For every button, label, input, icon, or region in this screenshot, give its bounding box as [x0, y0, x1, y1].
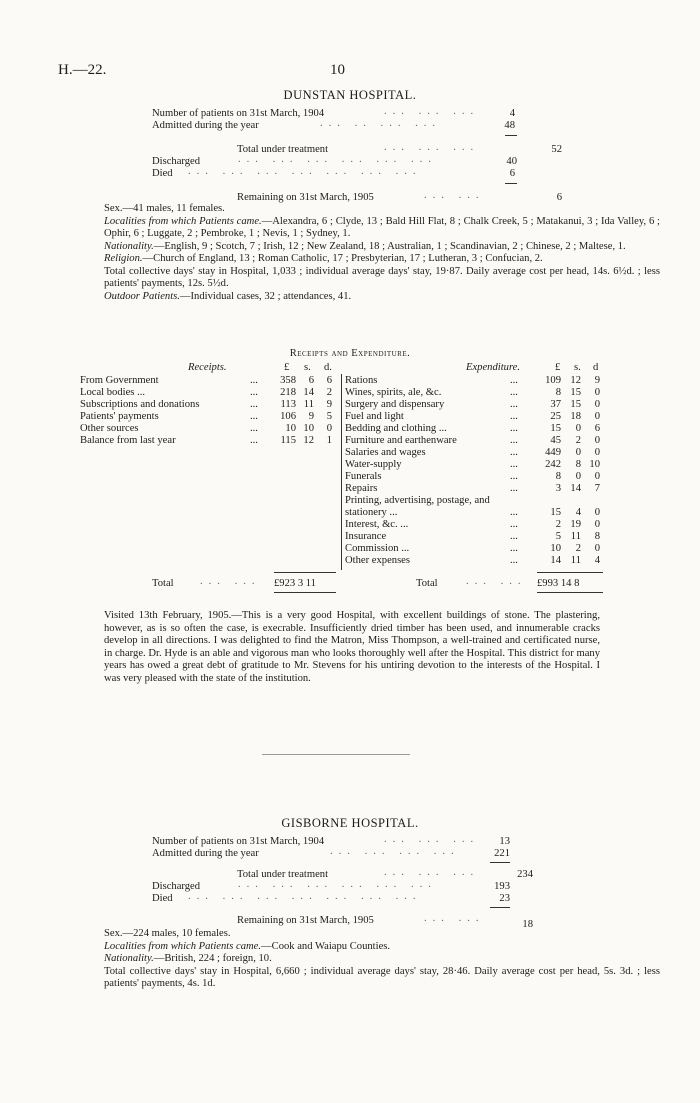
- expenditure-row-shillings: 8: [575, 459, 581, 470]
- receipts-row-pounds: 113: [280, 399, 296, 410]
- expenditure-row-shillings: 14: [570, 483, 581, 494]
- expenditure-row-label: Fuel and light: [345, 411, 404, 422]
- leader-dots: ... ... ... ... ... ... ...: [188, 166, 422, 177]
- receipts-row-pence: 9: [326, 399, 332, 410]
- receipts-heading: Receipts.: [188, 362, 227, 373]
- expenditure-row-shillings: 11: [570, 531, 581, 542]
- expenditure-row-label: Insurance: [345, 531, 387, 542]
- expenditure-row-pence: 0: [594, 471, 600, 482]
- expenditure-row-pounds: 25: [550, 411, 561, 422]
- expenditure-row-shillings: 19: [570, 519, 581, 530]
- expenditure-row-label: Wines, spirits, ale, &c.: [345, 387, 442, 398]
- receipts-total: £923 3 11: [274, 578, 316, 589]
- dunstan-remaining-value: 6: [556, 192, 562, 203]
- expenditure-row-label: Other expenses: [345, 555, 411, 566]
- leader-dots: ... ...: [466, 576, 527, 587]
- expenditure-total-label: Total: [416, 578, 438, 589]
- leader-dots: ... ... ... ... ... ... ...: [188, 891, 422, 902]
- dunstan-religion-lead: Religion.: [104, 253, 143, 264]
- expenditure-row-shillings: 0: [575, 471, 581, 482]
- expenditure-row-label: Repairs: [345, 483, 378, 494]
- dunstan-died-label: Died: [152, 168, 173, 179]
- leader-dots: ...: [510, 543, 518, 554]
- gisborne-stat-value: 13: [499, 836, 510, 847]
- receipts-row-shillings: 11: [303, 399, 314, 410]
- leader-dots: ...: [510, 411, 518, 422]
- receipts-shillings-head: s.: [304, 362, 311, 373]
- dunstan-nationality-lead: Nationality.: [104, 240, 154, 252]
- expenditure-row-pence: 9: [594, 375, 600, 386]
- expenditure-row-pence: 0: [594, 411, 600, 422]
- expenditure-shillings-head: s.: [574, 362, 581, 373]
- receipts-pence-head: d.: [324, 362, 332, 373]
- gisborne-remaining-label: Remaining on 31st March, 1905: [237, 915, 374, 926]
- leader-dots: ... ... ... ... ... ...: [238, 154, 437, 165]
- receipts-row-shillings: 10: [303, 423, 314, 434]
- expenditure-pounds-head: £: [555, 362, 561, 373]
- expenditure-row-shillings: 4: [575, 507, 581, 518]
- dunstan-discharged-value: 40: [506, 156, 517, 167]
- expenditure-row-pence: 0: [594, 387, 600, 398]
- dunstan-stat-label: Admitted during the year: [152, 120, 259, 131]
- rule: [505, 183, 517, 184]
- dunstan-total-value: 52: [551, 144, 562, 155]
- rule: [490, 907, 510, 908]
- rule: [490, 862, 510, 863]
- gisborne-localities-lead: Localities from which Patients came.: [104, 940, 262, 952]
- expenditure-row-pounds: 449: [545, 447, 561, 458]
- expenditure-row-pence: 10: [589, 459, 600, 470]
- rule: [274, 572, 336, 573]
- dunstan-outdoor: —Individual cases, 32 ; attendances, 41.: [179, 290, 352, 302]
- expenditure-row-pence: 0: [594, 447, 600, 458]
- leader-dots: ...: [250, 423, 258, 434]
- gisborne-nationality-lead: Nationality.: [104, 953, 154, 964]
- receipts-row-pence: 1: [326, 435, 332, 446]
- leader-dots: ...: [510, 555, 518, 566]
- receipts-row-shillings: 9: [308, 411, 314, 422]
- dunstan-stay: Total collective days' stay in Hospital, 1,033 ; individual average days' stay, 19·87. Daily average cost per head, 14s. 6½d. ; less patients' payments, 12s. 5½d.: [104, 265, 660, 289]
- expenditure-row-pounds: 109: [545, 375, 561, 386]
- gisborne-remaining-value: 18: [522, 919, 533, 930]
- gisborne-sex: Sex.—224 males, 10 females.: [104, 928, 231, 939]
- expenditure-row-shillings: 18: [570, 411, 581, 422]
- dunstan-discharged-label: Discharged: [152, 156, 201, 167]
- receipts-row-shillings: 12: [303, 435, 314, 446]
- dunstan-stat-label: Number of patients on 31st March, 1904: [152, 108, 325, 119]
- gisborne-discharged-label: Discharged: [152, 881, 201, 892]
- rule: [537, 592, 603, 593]
- page-number: 10: [330, 62, 345, 78]
- dunstan-title: DUNSTAN HOSPITAL.: [283, 88, 417, 102]
- dunstan-localities-lead: Localities from which Patients came.: [104, 215, 262, 227]
- leader-dots: ... ... ...: [384, 142, 480, 153]
- leader-dots: ... ... ...: [384, 106, 480, 117]
- dunstan-outdoor-lead: Outdoor Patients.: [104, 290, 180, 302]
- expenditure-row-pence: 6: [594, 423, 600, 434]
- leader-dots: ... ... ...: [384, 867, 480, 878]
- expenditure-row-shillings: 0: [575, 447, 581, 458]
- gisborne-stat-value: 221: [494, 848, 510, 859]
- leader-dots: ...: [510, 375, 518, 386]
- expenditure-row-shillings: 0: [575, 423, 581, 434]
- expenditure-row-pounds: 45: [550, 435, 561, 446]
- dunstan-stat-value: 4: [509, 108, 515, 119]
- gisborne-total-label: Total under treatment: [237, 869, 329, 880]
- receipts-row-label: Patients' payments: [80, 411, 159, 422]
- leader-dots: ...: [510, 447, 518, 458]
- leader-dots: ...: [250, 387, 258, 398]
- receipts-row-pounds: 218: [280, 387, 296, 398]
- leader-dots: ...: [510, 519, 518, 530]
- receipts-row-pence: 5: [326, 411, 332, 422]
- leader-dots: ... ...: [424, 913, 485, 924]
- gisborne-nationality: —British, 224 ; foreign, 10.: [153, 953, 272, 964]
- expenditure-row-label: stationery ...: [345, 507, 398, 518]
- expenditure-row-pounds: 8: [555, 471, 561, 482]
- leader-dots: ... ... ... ... ... ...: [238, 879, 437, 890]
- expenditure-row-label: Commission ...: [345, 543, 410, 554]
- dunstan-stat-value: 48: [504, 120, 515, 131]
- leader-dots: ... ...: [424, 190, 485, 201]
- receipts-row-pence: 6: [326, 375, 332, 386]
- expenditure-row-label: Rations: [345, 375, 378, 386]
- receipts-row-pence: 0: [326, 423, 332, 434]
- expenditure-row-pence: 0: [594, 435, 600, 446]
- rule: [274, 592, 336, 593]
- expenditure-row-label: Funerals: [345, 471, 382, 482]
- leader-dots: ...: [510, 471, 518, 482]
- expenditure-pence-head: d: [593, 362, 599, 373]
- dunstan-sex: Sex.—41 males, 11 females.: [104, 203, 225, 214]
- section-separator: [262, 754, 410, 755]
- expenditure-row-label: Interest, &c. ...: [345, 519, 409, 530]
- expenditure-row-label: Printing, advertising, postage, and: [345, 495, 490, 506]
- page-reference: H.—22.: [58, 62, 107, 78]
- gisborne-localities: —Cook and Waiapu Counties.: [261, 940, 391, 952]
- gisborne-title: GISBORNE HOSPITAL.: [281, 816, 419, 830]
- expenditure-row-pence: 0: [594, 543, 600, 554]
- leader-dots: ...: [250, 399, 258, 410]
- expenditure-row-pence: 4: [594, 555, 600, 566]
- expenditure-row-pounds: 15: [550, 507, 561, 518]
- gisborne-died-label: Died: [152, 893, 173, 904]
- receipts-row-label: Balance from last year: [80, 435, 176, 446]
- leader-dots: ...: [510, 435, 518, 446]
- expenditure-row-pence: 0: [594, 399, 600, 410]
- expenditure-row-pounds: 14: [550, 555, 561, 566]
- leader-dots: ...: [510, 531, 518, 542]
- leader-dots: ...: [250, 375, 258, 386]
- expenditure-row-pounds: 242: [545, 459, 561, 470]
- leader-dots: ... .. ... ...: [320, 118, 442, 129]
- receipts-row-label: Local bodies ...: [80, 387, 146, 398]
- expenditure-row-pence: 0: [594, 507, 600, 518]
- gisborne-stay: Total collective days' stay in Hospital, 6,660 ; individual average days' stay, 28·46. Daily average cost per head, 5s. 3d. ; less patients' payments, 4s. 1d.: [104, 965, 660, 989]
- leader-dots: ...: [510, 507, 518, 518]
- leader-dots: ...: [510, 387, 518, 398]
- dunstan-total-label: Total under treatment: [237, 144, 329, 155]
- expenditure-heading: Expenditure.: [466, 362, 521, 373]
- expenditure-row-pounds: 10: [550, 543, 561, 554]
- rule: [537, 572, 603, 573]
- gisborne-total-value: 234: [517, 869, 533, 880]
- rule: [505, 135, 517, 136]
- expenditure-row-pounds: 5: [555, 531, 561, 542]
- expenditure-row-shillings: 15: [570, 399, 581, 410]
- dunstan-table-title: Receipts and Expenditure.: [289, 348, 411, 359]
- expenditure-row-pounds: 15: [550, 423, 561, 434]
- dunstan-localities: —Alexandra, 6 ; Clyde, 13 ; Bald Hill Flat, 8 ; Chalk Creek, 5 ; Matakanui, 3 ; Ida Valley, 6 ; Ophir, 6 ; Luggate, 2 ; Pembroke, 1 ; Nevis, 1 ; Sydney, 1.: [104, 215, 660, 239]
- expenditure-row-label: Bedding and clothing ...: [345, 423, 447, 434]
- dunstan-nationality: —English, 9 ; Scotch, 7 ; Irish, 12 ; New Zealand, 18 ; Australian, 1 ; Scandinavian, 2 ; Chinese, 2 ; Maltese, 1.: [153, 240, 626, 252]
- leader-dots: ...: [510, 399, 518, 410]
- receipts-row-pounds: 358: [280, 375, 296, 386]
- leader-dots: ... ... ... ...: [330, 846, 460, 857]
- receipts-row-shillings: 14: [303, 387, 314, 398]
- gisborne-died-value: 23: [499, 893, 510, 904]
- receipts-row-pounds: 106: [280, 411, 296, 422]
- dunstan-remaining-label: Remaining on 31st March, 1905: [237, 192, 374, 203]
- expenditure-row-shillings: 12: [570, 375, 581, 386]
- expenditure-row-pence: 0: [594, 519, 600, 530]
- expenditure-row-shillings: 2: [575, 435, 581, 446]
- leader-dots: ...: [250, 411, 258, 422]
- gisborne-stat-label: Number of patients on 31st March, 1904: [152, 836, 325, 847]
- receipts-total-label: Total: [152, 578, 174, 589]
- expenditure-row-pounds: 37: [550, 399, 561, 410]
- expenditure-row-label: Furniture and earthenware: [345, 435, 457, 446]
- expenditure-row-pounds: 8: [555, 387, 561, 398]
- receipts-row-label: From Government: [80, 375, 159, 386]
- expenditure-row-label: Surgery and dispensary: [345, 399, 445, 410]
- receipts-row-shillings: 6: [308, 375, 314, 386]
- receipts-row-pounds: 10: [285, 423, 296, 434]
- receipts-row-label: Other sources: [80, 423, 139, 434]
- receipts-pounds-head: £: [284, 362, 290, 373]
- expenditure-row-shillings: 2: [575, 543, 581, 554]
- expenditure-row-pounds: 2: [555, 519, 561, 530]
- leader-dots: ...: [510, 483, 518, 494]
- expenditure-row-shillings: 11: [570, 555, 581, 566]
- expenditure-row-pence: 7: [594, 483, 600, 494]
- leader-dots: ... ... ...: [384, 834, 480, 845]
- expenditure-row-shillings: 15: [570, 387, 581, 398]
- dunstan-died-value: 6: [509, 168, 515, 179]
- expenditure-row-label: Water-supply: [345, 459, 402, 470]
- leader-dots: ...: [250, 435, 258, 446]
- expenditure-total: £993 14 8: [537, 578, 580, 589]
- leader-dots: ...: [510, 423, 518, 434]
- receipts-row-label: Subscriptions and donations: [80, 399, 200, 410]
- gisborne-discharged-value: 193: [494, 881, 510, 892]
- dunstan-visit-report: Visited 13th February, 1905.—This is a very good Hospital, with excellent buildings of stone. The plastering, however, as is so often the case, is execrable. Insufficiently dried timber has been used, and innumerable cracks develop in all directions. I was delighted to find the Matron, Miss Thompson, a well-trained and certificated nurse, in charge. Dr. Hyde is an able and vigorous man who looks thoroughly well after the Hospital. This district for many years has owed a great debt of gratitude to Mr. Stevens for his untiring devotion to the interests of the Hospital. I was very pleased with the state of the institution.: [104, 610, 600, 684]
- dunstan-religion: —Church of England, 13 ; Roman Catholic, 17 ; Presbyterian, 17 ; Lutheran, 3 ; Confucian, 2.: [142, 253, 543, 264]
- leader-dots: ...: [510, 459, 518, 470]
- gisborne-stat-label: Admitted during the year: [152, 848, 259, 859]
- expenditure-row-pence: 8: [594, 531, 600, 542]
- receipts-row-pence: 2: [326, 387, 332, 398]
- receipts-row-pounds: 115: [280, 435, 296, 446]
- table-divider: [341, 374, 342, 570]
- leader-dots: ... ...: [200, 576, 261, 587]
- expenditure-row-pounds: 3: [555, 483, 561, 494]
- expenditure-row-label: Salaries and wages: [345, 447, 426, 458]
